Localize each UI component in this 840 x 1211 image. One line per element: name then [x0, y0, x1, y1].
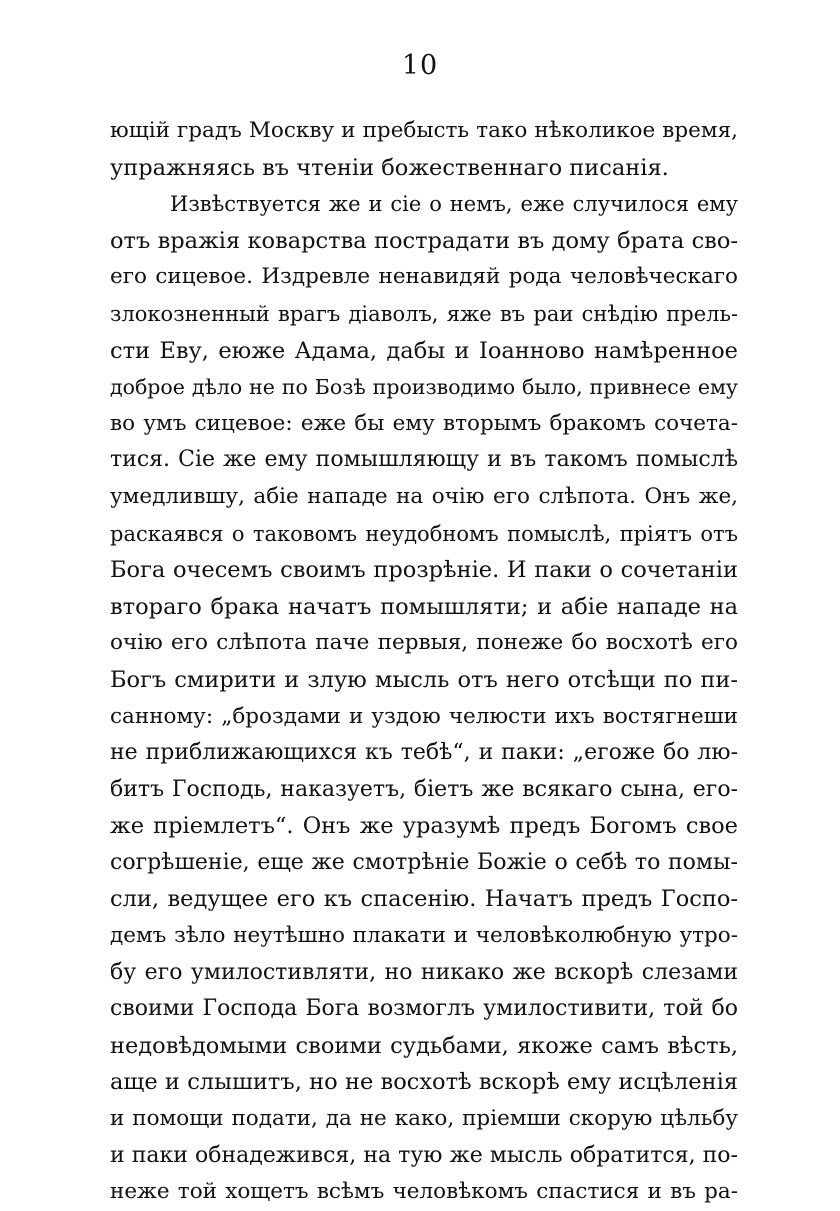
- text-line: его сицевое. Издревле ненавидяй рода человѣческаго: [110, 264, 738, 290]
- text-line: сли, ведущее его къ спасенію. Начатъ предъ Госпо-: [110, 886, 738, 913]
- text-line: недовѣдомыми своими судьбами, якоже самъ вѣсть,: [110, 1032, 738, 1059]
- text-line: и паки обнадежився, на тую же мысль обратится, по-: [110, 1142, 738, 1168]
- text-line: Извѣствуется же и сіе о немъ, еже случилося ему: [170, 192, 738, 217]
- text-line: аще и слышитъ, но не восхотѣ вскорѣ ему исцѣленія: [110, 1069, 738, 1096]
- page-number: 10: [401, 50, 439, 81]
- text-line: умедлившу, абіе нападе на очію его слѣпота. Онъ же,: [110, 483, 738, 509]
- text-line: битъ Господь, наказуетъ, біетъ же всякаго сына, его-: [110, 776, 738, 802]
- text-line: во умъ сицевое: еже бы ему вторымъ бракомъ сочета-: [110, 410, 738, 436]
- text-line: Бога очесемъ своимъ прозрѣніе. И паки о сочетаніи: [110, 557, 738, 584]
- text-line: бу его умилостивляти, но никако же вскорѣ слезами: [110, 959, 738, 985]
- text-line: согрѣшеніе, еще же смотрѣніе Божіе о себѣ то помы-: [110, 849, 738, 875]
- text-line: втораго брака начатъ помышляти; и абіе нападе на: [110, 593, 738, 620]
- text-line: доброе дѣло не по Бозѣ производимо было, привнесе ему: [110, 375, 738, 400]
- text-line: Богъ смирити и злую мысль отъ него отсѣщи по пи-: [110, 666, 738, 693]
- text-line: демъ зѣло неутѣшно плакати и человѣколюбную утро-: [110, 923, 738, 949]
- text-line: ющій градъ Москву и пребысть тако нѣколикое время,: [110, 118, 738, 143]
- text-line: злокозненный врагъ діаволъ, яже въ раи снѣдію прель-: [110, 301, 738, 326]
- text-line: санному: „броздами и уздою челюсти ихъ востягнеши: [110, 703, 738, 729]
- text-line: тися. Сіе же ему помышляющу и въ такомъ помыслѣ: [110, 447, 738, 473]
- text-line: раскаявся о таковомъ неудобномъ помыслѣ, пріятъ отъ: [110, 521, 738, 546]
- text-line: же пріемлетъ“. Онъ же уразумѣ предъ Богомъ свое: [110, 813, 738, 840]
- text-line: и помощи подати, да не како, пріемши скорую цѣльбу: [110, 1106, 738, 1132]
- text-line: не приближающихся къ тебѣ“, и паки: „егоже бо лю-: [110, 740, 738, 766]
- body-text: [110, 113, 738, 1211]
- text-line: своими Господа Бога возмоглъ умилостивити, той бо: [110, 996, 738, 1022]
- text-line: очію его слѣпота паче первыя, понеже бо восхотѣ его: [110, 630, 738, 656]
- text-line: сти Еву, еюже Адама, дабы и Іоанново намѣренное: [110, 337, 738, 364]
- text-line: упражняясь въ чтеніи божественнаго писанія.: [110, 154, 669, 181]
- text-line: неже той хощетъ всѣмъ человѣкомъ спастися и въ ра-: [110, 1179, 738, 1205]
- text-line: отъ вражія коварства пострадати въ дому брата сво-: [110, 227, 738, 254]
